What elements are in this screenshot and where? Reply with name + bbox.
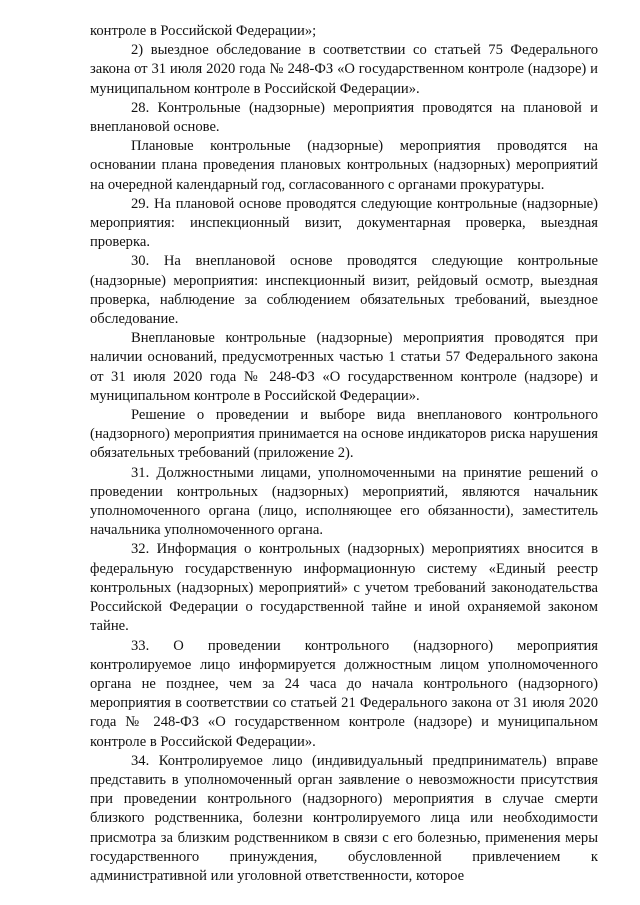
paragraph-29: 29. На плановой основе проводятся следующие контрольные (надзорные) мероприятия: инспекционный визит, документарная проверка, выездная проверка. <box>90 195 598 251</box>
paragraph-34: 34. Контролируемое лицо (индивидуальный предприниматель) вправе представить в уполномоченный орган заявление о невозможности присутствия при проведении контрольного (надзорного) мероприятия в случае смерти близкого родственника, болезни контролируемого лица или необходимости присмотра за близким родственником в связи с его болезнью, применения меры государственного принуждения, обусловленной привлечением к административной или уголовной ответственности, которое <box>90 752 598 884</box>
paragraph-33: 33. О проведении контрольного (надзорного) мероприятия контролируемое лицо информируется должностным лицом уполномоченного органа не позднее, чем за 24 часа до начала контрольного (надзорного) мероприятия в соответствии со статьей 21 Федерального закона от 31 июля 2020 года № 248-ФЗ «О государственном контроле (надзоре) и муниципальном контроле в Российской Федерации». <box>90 637 598 750</box>
paragraph-unplanned-grounds: Внеплановые контрольные (надзорные) мероприятия проводятся при наличии оснований, предусмотренных частью 1 статьи 57 Федерального закона от 31 июля 2020 года № 248-ФЗ «О государственном контроле (надзоре) и муниципальном контроле в Российской Федерации». <box>90 330 598 404</box>
paragraph-32: 32. Информация о контрольных (надзорных) мероприятиях вносится в федеральную государственную информационную систему «Единый реестр контрольных (надзорных) мероприятий» с учетом требований законодательства Российской Федерации о государственной тайне и иной охраняемой законом тайне. <box>90 541 598 635</box>
paragraph-continuation: контроле в Российской Федерации»; <box>90 23 317 39</box>
paragraph-decision: Решение о проведении и выборе вида внепланового контрольного (надзорного) мероприятия принимается на основе индикаторов риска нарушения обязательных требований (приложение 2). <box>90 407 598 462</box>
paragraph-30: 30. На внеплановой основе проводятся следующие контрольные (надзорные) мероприятия: инспекционный визит, рейдовый осмотр, выездная проверка, наблюдение за соблюдением обязательных требований, выездное обследование. <box>90 253 598 328</box>
paragraph-31: 31. Должностными лицами, уполномоченными на принятие решений о проведении контрольных (надзорных) мероприятий, являются начальник уполномоченного органа (лицо, исполняющее его обязанности), заместитель начальника уполномоченного органа. <box>90 464 598 539</box>
paragraph-planned-basis: Плановые контрольные (надзорные) мероприятия проводятся на основании плана проведения плановых контрольных (надзорных) мероприятий на очередной календарный год, согласованного с органами прокуратуры. <box>90 138 598 193</box>
paragraph-item-2: 2) выездное обследование в соответствии со статьей 75 Федерального закона от 31 июля 2020 года № 248-ФЗ «О государственном контроле (надзоре) и муниципальном контроле в Российской Федерации». <box>90 42 598 97</box>
paragraph-28: 28. Контрольные (надзорные) мероприятия проводятся на плановой и внеплановой основе. <box>90 99 598 136</box>
